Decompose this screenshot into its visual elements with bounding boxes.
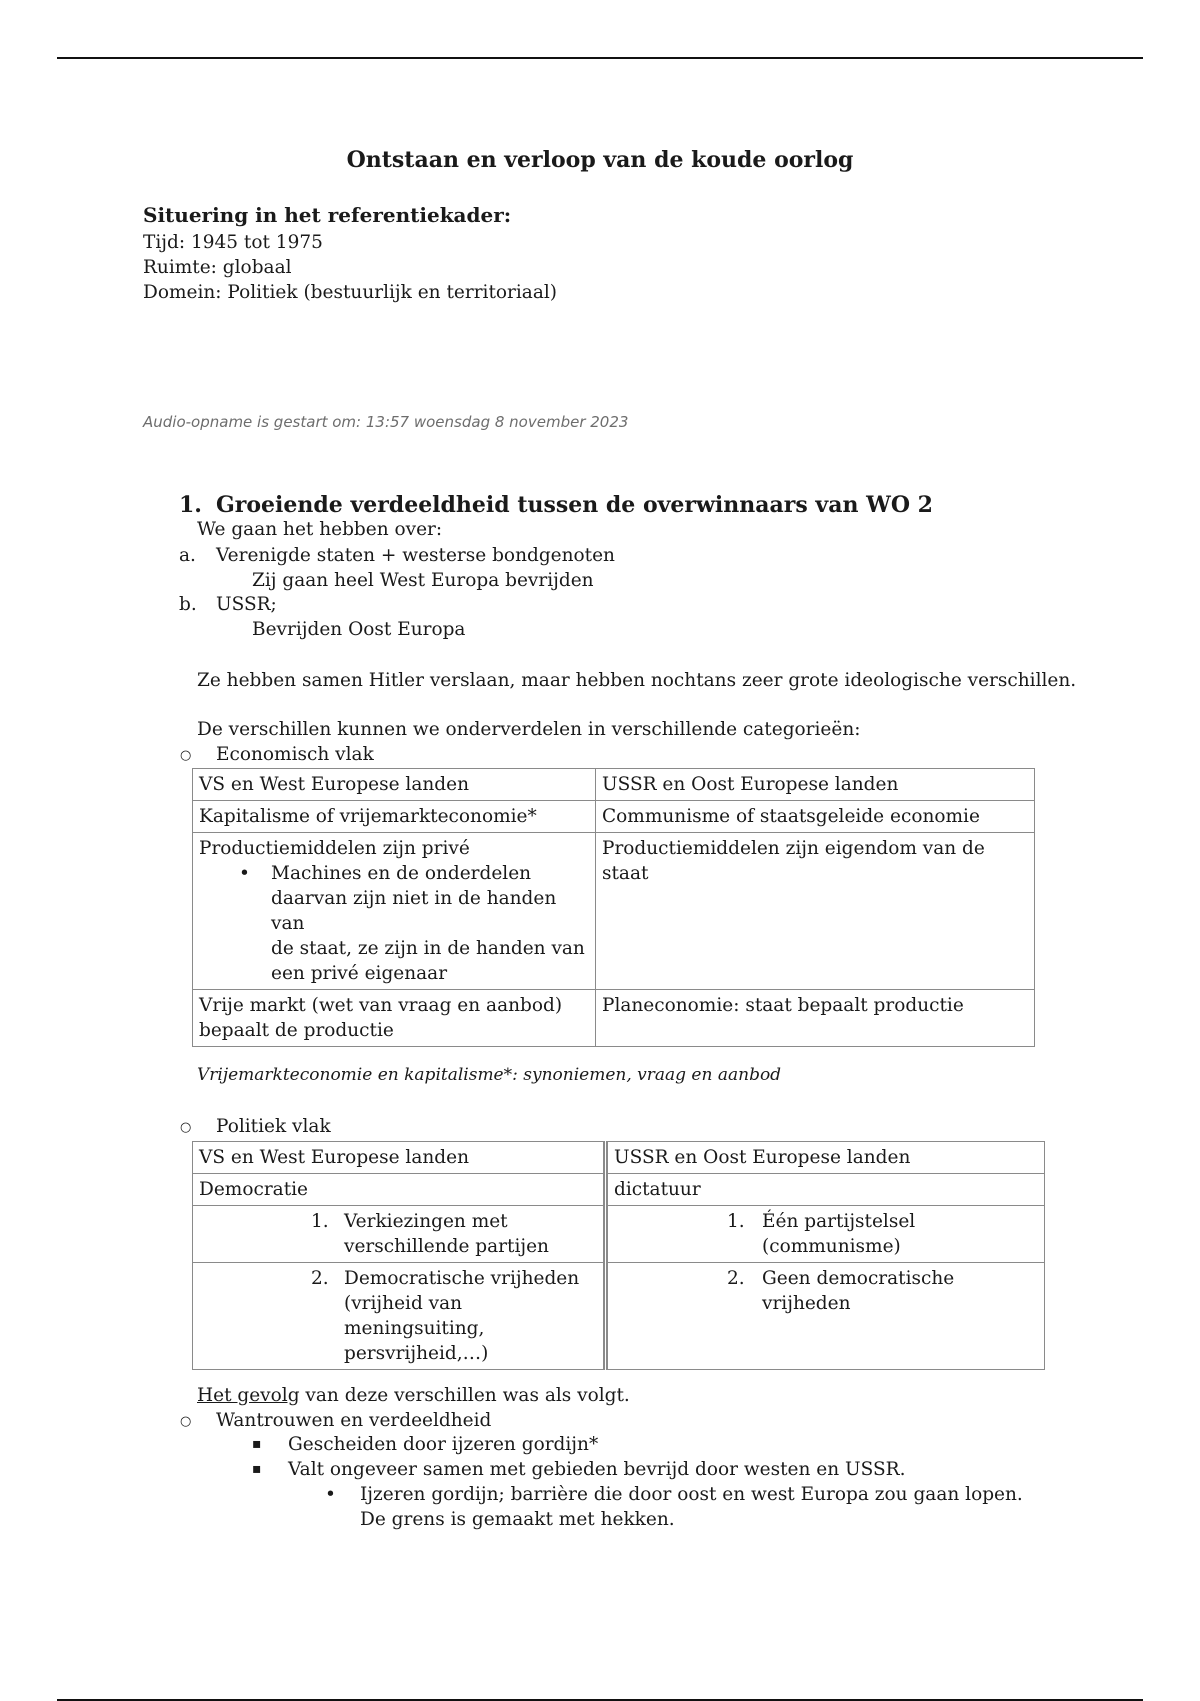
item-number: 2. xyxy=(727,1268,745,1289)
table-header-cell: VS en West Europese landen xyxy=(193,1142,606,1174)
item-line: Verkiezingen met xyxy=(344,1211,508,1232)
cell-line: bepaalt de productie xyxy=(199,1020,394,1041)
table-cell: Communisme of staatsgeleide economie xyxy=(596,801,1035,833)
table-header-cell: USSR en Oost Europese landen xyxy=(596,769,1035,801)
list-marker-b: b. xyxy=(179,594,197,615)
table-row xyxy=(193,1174,1045,1206)
table-cell xyxy=(193,1206,606,1263)
table-row xyxy=(193,1142,1045,1174)
list-marker-a: a. xyxy=(179,545,196,566)
bullet-dot-icon: • xyxy=(239,863,250,884)
cell-line: Vrije markt (wet van vraag en aanbod) xyxy=(199,995,563,1016)
table-cell: Democratie xyxy=(193,1174,606,1206)
cell-text: Productiemiddelen zijn privé xyxy=(199,838,470,859)
table-row xyxy=(193,1206,1045,1263)
item-line: Democratische vrijheden xyxy=(344,1268,580,1289)
table-cell: Planeconomie: staat bepaalt productie xyxy=(596,990,1035,1047)
ijzeren-gordijn-item: Gescheiden door ijzeren gordijn* xyxy=(288,1434,599,1455)
table-cell xyxy=(606,1206,1045,1263)
table-row xyxy=(193,1263,1045,1370)
table-cell xyxy=(193,833,596,990)
header-rule xyxy=(57,57,1143,59)
table-cell: Kapitalisme of vrijemarkteconomie* xyxy=(193,801,596,833)
list-item-a: Verenigde staten + westerse bondgenoten xyxy=(216,545,615,566)
numbered-item xyxy=(199,1209,597,1259)
section-intro: We gaan het hebben over: xyxy=(197,519,443,540)
gevolg-rest: van deze verschillen was als volgt. xyxy=(299,1385,630,1406)
bullet-line: een privé eigenaar xyxy=(271,963,448,984)
ijzeren-gordijn-definitie: Ijzeren gordijn; barrière die door oost en west Europa zou gaan lopen. xyxy=(360,1484,1023,1505)
numbered-item xyxy=(614,1266,1038,1316)
table-row xyxy=(193,833,1035,990)
table-header-cell: VS en West Europese landen xyxy=(193,769,596,801)
numbered-item xyxy=(614,1209,1038,1259)
square-bullet-icon: ▪ xyxy=(252,1436,262,1452)
economisch-vlak-label: Economisch vlak xyxy=(216,744,374,765)
table-cell: Productiemiddelen zijn eigendom van de staat xyxy=(596,833,1035,990)
audio-recording-note: Audio-opname is gestart om: 13:57 woensdag 8 november 2023 xyxy=(143,413,629,431)
item-line: verschillende partijen xyxy=(344,1236,549,1257)
situering-tijd: Tijd: 1945 tot 1975 xyxy=(143,232,323,253)
table-cell xyxy=(193,1263,606,1370)
wantrouwen-item: Wantrouwen en verdeeldheid xyxy=(216,1410,492,1431)
situering-ruimte: Ruimte: globaal xyxy=(143,257,292,278)
item-line: persvrijheid,…) xyxy=(344,1343,489,1364)
situering-domein: Domein: Politiek (bestuurlijk en territoriaal) xyxy=(143,282,557,303)
politiek-table xyxy=(192,1141,1045,1370)
economisch-note: Vrijemarkteconomie en kapitalisme*: synoniemen, vraag en aanbod xyxy=(197,1065,782,1085)
paragraph-ideologie: Ze hebben samen Hitler verslaan, maar hebben nochtans zeer grote ideologische verschillen. xyxy=(197,670,1077,691)
table-row xyxy=(193,990,1035,1047)
item-line: (vrijheid van meningsuiting, xyxy=(344,1293,485,1339)
circle-bullet-icon: ○ xyxy=(180,1120,192,1135)
table-header-cell: USSR en Oost Europese landen xyxy=(606,1142,1045,1174)
list-item-b: USSR; xyxy=(216,594,277,615)
bullet-item xyxy=(199,861,589,986)
table-row xyxy=(193,801,1035,833)
section-1-number: 1. xyxy=(179,492,202,518)
list-item-a-sub: Zij gaan heel West Europa bevrijden xyxy=(252,570,594,591)
section-1-heading xyxy=(179,490,933,520)
bullet-line: de staat, ze zijn in de handen van xyxy=(271,938,585,959)
economisch-table xyxy=(192,768,1035,1047)
item-number: 1. xyxy=(727,1211,745,1232)
list-item-b-sub: Bevrijden Oost Europa xyxy=(252,619,466,640)
table-row xyxy=(193,769,1035,801)
item-number: 2. xyxy=(311,1268,329,1289)
item-line: Één partijstelsel xyxy=(762,1211,916,1232)
table-cell: dictatuur xyxy=(606,1174,1045,1206)
circle-bullet-icon: ○ xyxy=(180,1414,192,1429)
item-line: (communisme) xyxy=(762,1236,901,1257)
gevolg-underlined: Het gevolg xyxy=(197,1385,300,1406)
table-cell xyxy=(193,990,596,1047)
table-cell xyxy=(606,1263,1045,1370)
politiek-vlak-label: Politiek vlak xyxy=(216,1116,331,1137)
paragraph-categorieen: De verschillen kunnen we onderverdelen in verschillende categorieën: xyxy=(197,719,861,740)
situering-heading: Situering in het referentiekader: xyxy=(143,203,512,227)
bullet-line: Machines en de onderdelen xyxy=(271,863,532,884)
gebieden-item: Valt ongeveer samen met gebieden bevrijd door westen en USSR. xyxy=(288,1459,906,1480)
bullet-line: daarvan zijn niet in de handen van xyxy=(271,888,557,934)
document-title: Ontstaan en verloop van de koude oorlog xyxy=(346,147,854,173)
gevolg-paragraph xyxy=(197,1383,630,1408)
item-line: Geen democratische vrijheden xyxy=(762,1268,955,1314)
bullet-dot-icon: • xyxy=(325,1484,336,1505)
grens-hekken-line: De grens is gemaakt met hekken. xyxy=(360,1509,675,1530)
numbered-item xyxy=(199,1266,597,1366)
item-number: 1. xyxy=(311,1211,329,1232)
circle-bullet-icon: ○ xyxy=(180,748,192,763)
section-1-title: Groeiende verdeeldheid tussen de overwinnaars van WO 2 xyxy=(216,492,933,518)
square-bullet-icon: ▪ xyxy=(252,1461,262,1477)
